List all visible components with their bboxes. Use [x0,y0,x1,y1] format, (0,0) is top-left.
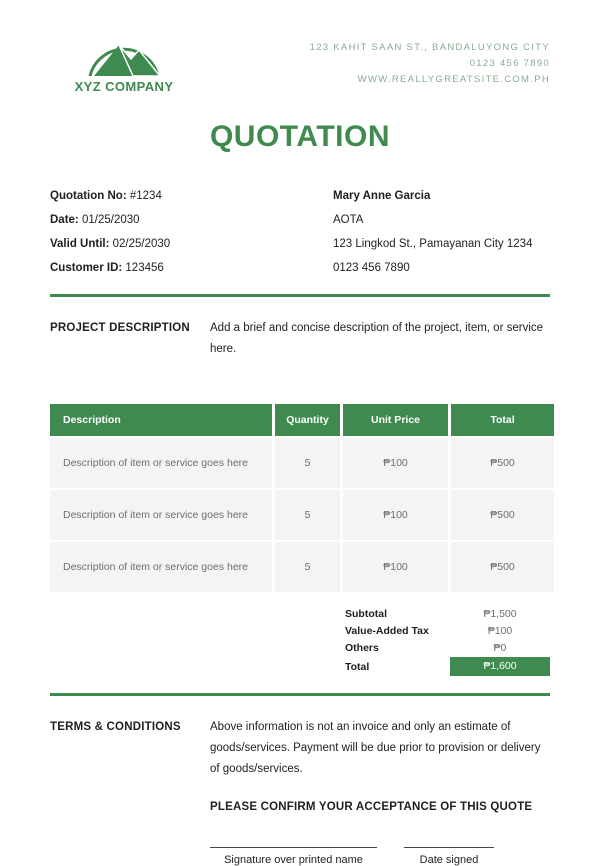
company-phone: 0123 456 7890 [469,58,550,69]
vat-value: ₱100 [487,624,513,637]
vat-label: Value-Added Tax [345,624,429,637]
mountain-logo-icon [81,26,167,78]
quotation-number-row [50,184,333,208]
table-cell-total: ₱500 [451,490,554,540]
grand-total-label: Total [345,660,370,673]
grand-total-row [345,657,550,676]
subtotal-label: Subtotal [345,607,387,620]
customer-id-value: 123456 [125,262,164,274]
others-label: Others [345,641,379,654]
totals-summary [345,605,550,676]
table-cell-total: ₱500 [451,438,554,488]
acceptance-confirmation-text: PLEASE CONFIRM YOUR ACCEPTANCE OF THIS QUOTE [210,801,533,813]
signature-date-field: Date signed [404,847,494,866]
quotation-details [50,184,333,280]
table-cell-quantity: 5 [275,490,340,540]
valid-until-label: Valid Until: [50,238,110,250]
table-cell-unit-price: ₱100 [343,438,448,488]
table-cell-unit-price: ₱100 [343,490,448,540]
company-website: WWW.REALLYGREATSITE.COM.PH [357,74,550,85]
customer-id-label: Customer ID: [50,262,123,274]
vat-row [345,622,550,639]
project-description-text: Add a brief and concise description of the project, item, or service here. [210,322,544,355]
company-logo [64,26,184,94]
column-header-quantity: Quantity [275,404,340,436]
project-description-section [50,318,550,360]
date-label: Date: [50,214,79,226]
subtotal-row [345,605,550,622]
table-cell-description: Description of item or service goes here [50,542,272,592]
customer-id-row [50,256,333,280]
quotation-meta [50,184,550,280]
table-cell-description: Description of item or service goes here [50,438,272,488]
document-header [50,26,550,94]
terms-section [50,717,550,780]
quotation-number-label: Quotation No: [50,190,127,202]
terms-text: Above information is not an invoice and only an estimate of goods/services. Payment will be due prior to provision or delivery of goods/services. [210,721,541,775]
others-row [345,639,550,656]
signature-area [210,847,550,866]
customer-company: AOTA [333,214,364,226]
company-name: XYZ COMPANY [74,79,174,94]
company-address: 123 KAHIT SAAN ST., BANDALUYONG CITY [309,42,550,53]
project-description-label: PROJECT DESCRIPTION [50,322,190,334]
grand-total-value: ₱1,600 [450,657,550,676]
subtotal-value: ₱1,500 [483,607,517,620]
column-header-total: Total [451,404,554,436]
items-table [50,404,550,592]
table-cell-unit-price: ₱100 [343,542,448,592]
others-value: ₱0 [493,641,507,654]
quotation-number-value: #1234 [129,190,162,202]
date-row [50,208,333,232]
customer-info [333,184,550,280]
customer-address: 123 Lingkod St., Pamayanan City 1234 [333,238,533,250]
column-header-description: Description [50,404,272,436]
table-cell-total: ₱500 [451,542,554,592]
terms-label: TERMS & CONDITIONS [50,721,181,733]
valid-until-row [50,232,333,256]
table-cell-quantity: 5 [275,542,340,592]
signature-name-field: Signature over printed name [210,847,377,866]
customer-phone: 0123 456 7890 [333,262,410,274]
company-contact [310,26,550,88]
column-header-unit-price: Unit Price [343,404,448,436]
date-value: 01/25/2030 [81,214,140,226]
valid-until-value: 02/25/2030 [112,238,171,250]
green-divider-bottom [50,693,550,696]
customer-name: Mary Anne Garcia [333,190,431,202]
table-cell-quantity: 5 [275,438,340,488]
page-title: QUOTATION [209,120,391,153]
table-cell-description: Description of item or service goes here [50,490,272,540]
green-divider-top [50,294,550,297]
